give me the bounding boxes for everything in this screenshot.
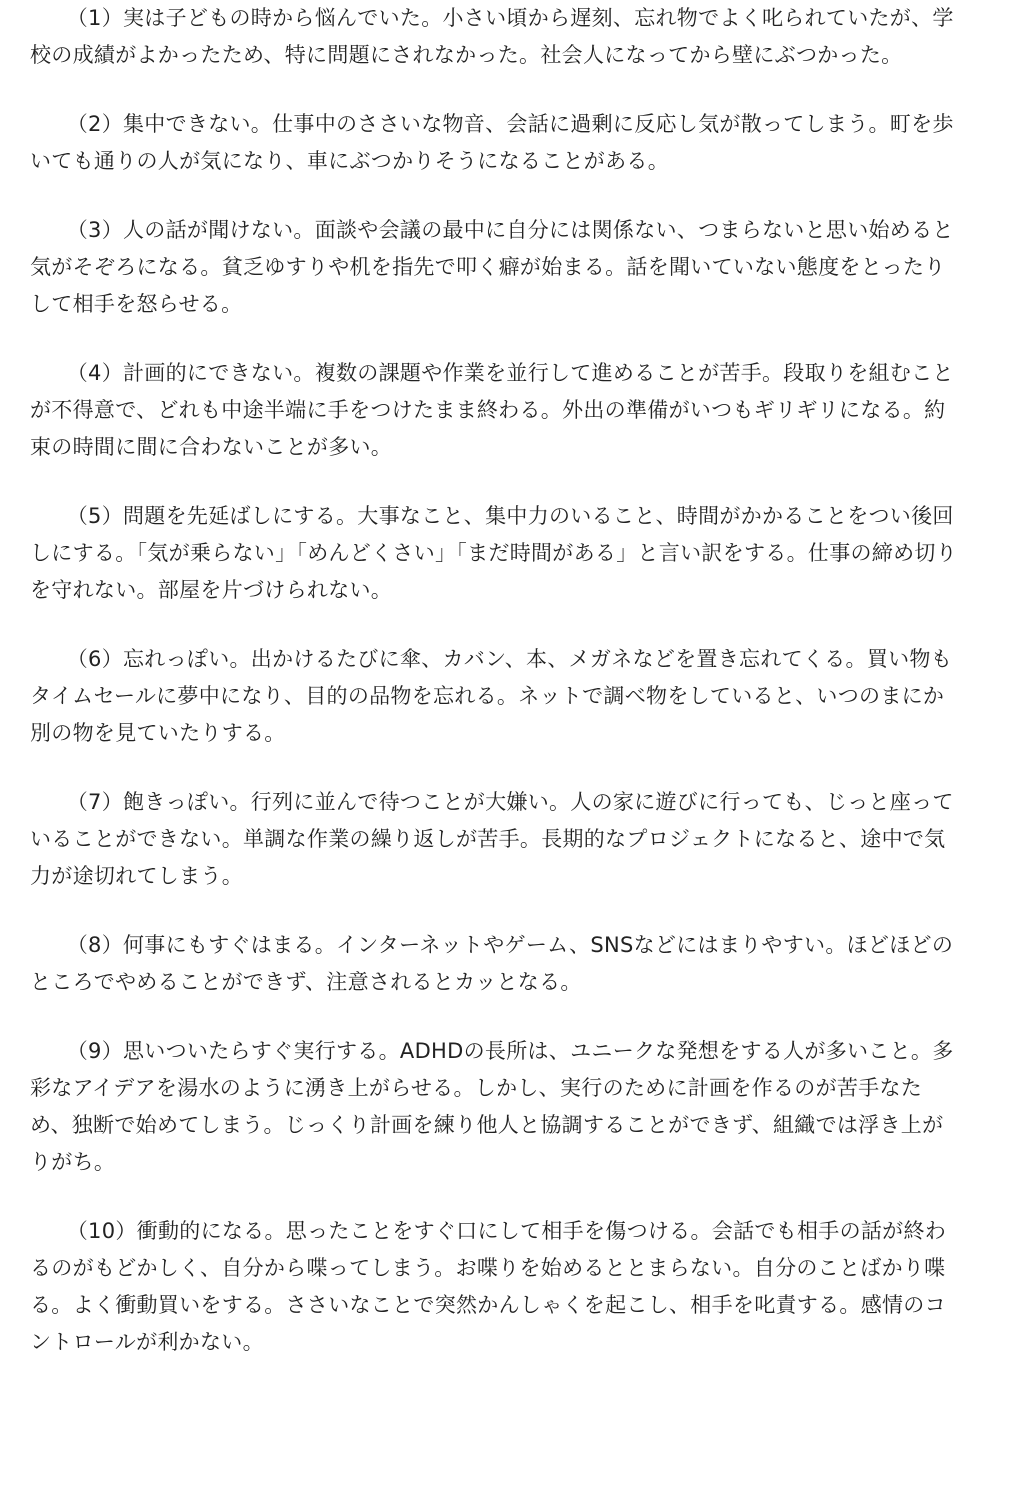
paragraph-2: （2）集中できない。仕事中のささいな物音、会話に過剰に反応し気が散ってしまう。町を歩いても通りの人が気になり、車にぶつかりそうになることがある。	[30, 112, 954, 173]
paragraph-9: （9）思いついたらすぐ実行する。ADHDの長所は、ユニークな発想をする人が多いこと。多彩なアイデアを湯水のように湧き上がらせる。しかし、実行のために計画を作るのが苦手なため、独断で始めてしまう。じっくり計画を練り他人と協調することができず、組織では浮き上がりがち。	[30, 1039, 954, 1174]
paragraph-3: （3）人の話が聞けない。面談や会議の最中に自分には関係ない、つまらないと思い始めると気がそぞろになる。貧乏ゆすりや机を指先で叩く癖が始まる。話を聞いていない態度をとったりして相手を怒らせる。	[30, 218, 954, 316]
paragraph-5: （5）問題を先延ばしにする。大事なこと、集中力のいること、時間がかかることをつい後回しにする。「気が乗らない」「めんどくさい」「まだ時間がある」と言い訳をする。仕事の締め切りを守れない。部屋を片づけられない。	[30, 504, 957, 602]
paragraph-1: （1）実は子どもの時から悩んでいた。小さい頃から遅刻、忘れ物でよく叱られていたが、学校の成績がよかったため、特に問題にされなかった。社会人になってから壁にぶつかった。	[30, 6, 954, 67]
article-body	[30, 0, 960, 1361]
paragraph-4: （4）計画的にできない。複数の課題や作業を並行して進めることが苦手。段取りを組むことが不得意で、どれも中途半端に手をつけたまま終わる。外出の準備がいつもギリギリになる。約束の時間に間に合わないことが多い。	[30, 361, 954, 459]
paragraph-6: （6）忘れっぽい。出かけるたびに傘、カバン、本、メガネなどを置き忘れてくる。買い物もタイムセールに夢中になり、目的の品物を忘れる。ネットで調べ物をしていると、いつのまにか別の物を見ていたりする。	[30, 647, 953, 745]
paragraph-8: （8）何事にもすぐはまる。インターネットやゲーム、SNSなどにはまりやすい。ほどほどのところでやめることができず、注意されるとカッとなる。	[30, 933, 954, 994]
paragraph-10: （10）衝動的になる。思ったことをすぐ口にして相手を傷つける。会話でも相手の話が終わるのがもどかしく、自分から喋ってしまう。お喋りを始めるととまらない。自分のことばかり喋る。よく衝動買いをする。ささいなことで突然かんしゃくを起こし、相手を叱責する。感情のコントロールが利かない。	[30, 1219, 947, 1354]
paragraph-7: （7）飽きっぽい。行列に並んで待つことが大嫌い。人の家に遊びに行っても、じっと座っていることができない。単調な作業の繰り返しが苦手。長期的なプロジェクトになると、途中で気力が途切れてしまう。	[30, 790, 954, 888]
